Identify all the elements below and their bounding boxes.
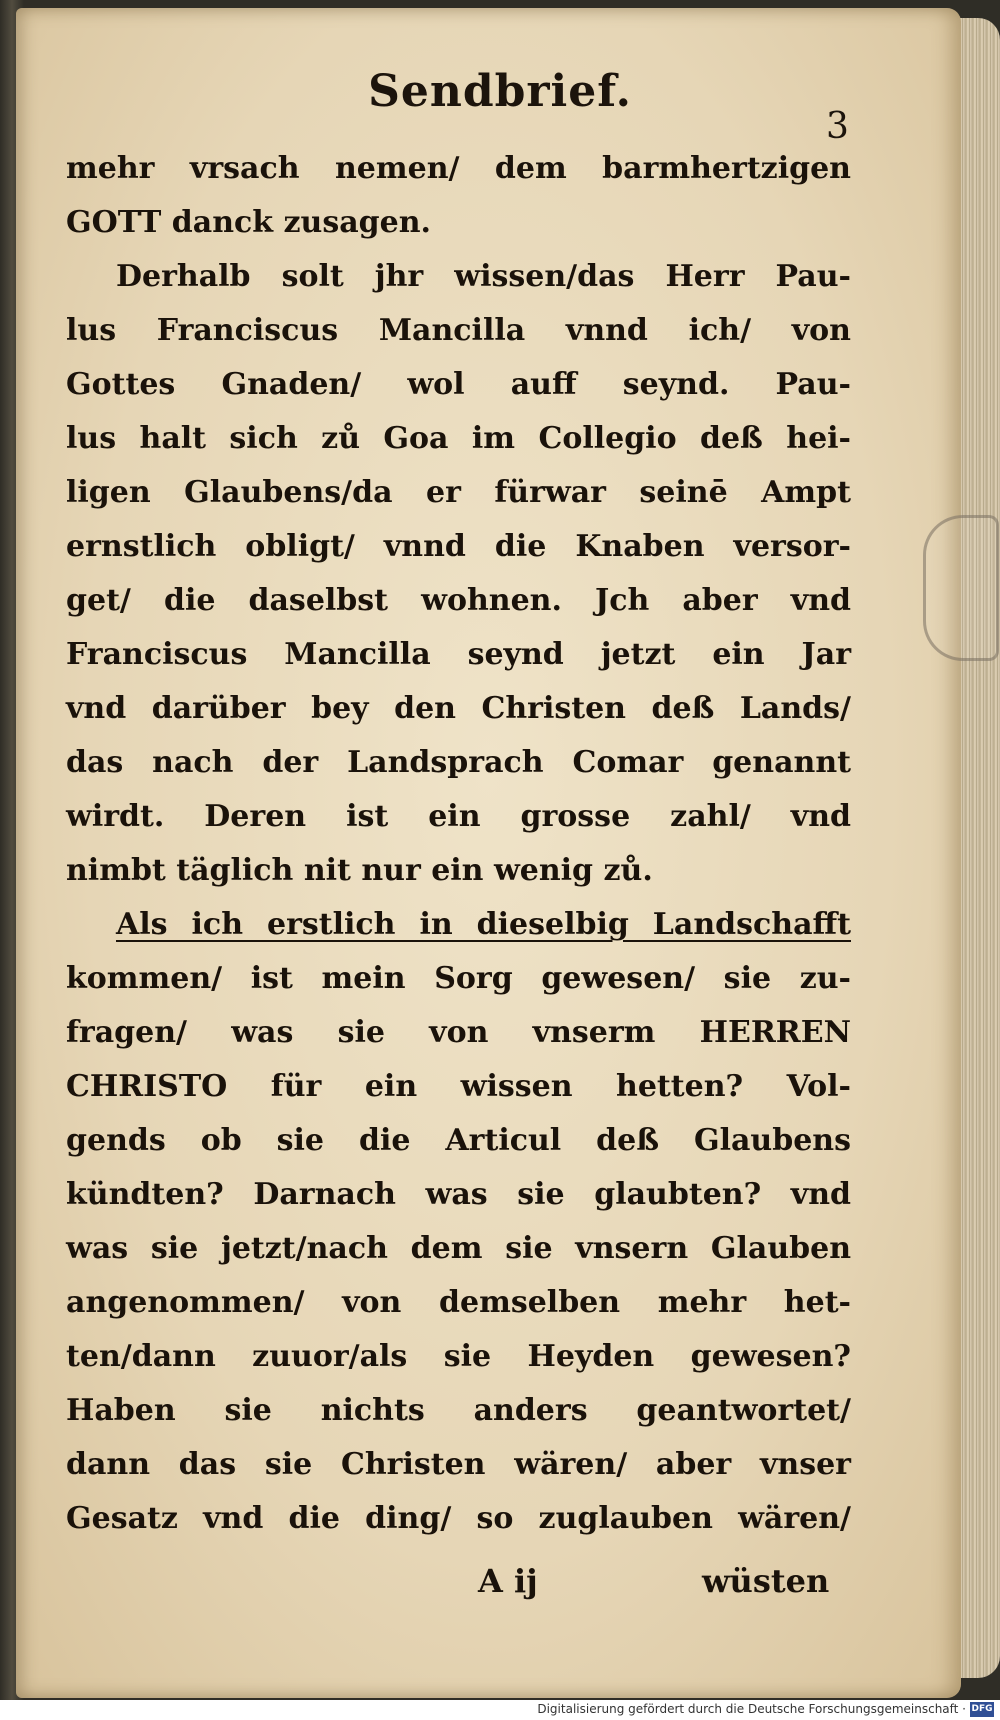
page-clip [923, 515, 999, 661]
text-line: Derhalb solt jhr wissen/das Herr Pau- [116, 259, 851, 294]
dfg-logo: DFG [970, 1702, 994, 1717]
text-line: vnd darüber bey den Christen deß Lands/ [66, 691, 851, 726]
signature-mark: A ij [478, 1562, 538, 1600]
text-line: Gottes Gnaden/ wol auff seynd. Pau- [66, 367, 851, 402]
text-line: angenommen/ von demselben mehr het- [66, 1285, 851, 1320]
text-line: dann das sie Christen wären/ aber vnser [66, 1447, 851, 1482]
catchword: wüsten [702, 1562, 830, 1600]
text-line: get/ die daselbst wohnen. Jch aber vnd [66, 583, 851, 618]
text-line: Haben sie nichts anders geantwortet/ [66, 1393, 851, 1428]
text-line: ernstlich obligt/ vnnd die Knaben versor- [66, 529, 851, 564]
text-line: das nach der Landsprach Comar genannt [66, 745, 851, 780]
body-text [66, 142, 851, 1546]
text-line: Als ich erstlich in dieselbig Landschafft [116, 907, 851, 942]
text-line: Gesatz vnd die ding/ so zuglauben wären/ [66, 1501, 851, 1536]
text-line: lus halt sich zů Goa im Collegio deß hei- [66, 421, 851, 456]
text-line: ten/dann zuuor/als sie Heyden gewesen? [66, 1339, 851, 1374]
credit-text: Digitalisierung gefördert durch die Deutsche Forschungsgemeinschaft · [537, 1702, 966, 1716]
text-line: kündten? Darnach was sie glaubten? vnd [66, 1177, 851, 1212]
text-line: lus Franciscus Mancilla vnnd ich/ von [66, 313, 851, 348]
text-line: kommen/ ist mein Sorg gewesen/ sie zu- [66, 961, 851, 996]
running-header: Sendbrief. [368, 66, 632, 117]
text-line: was sie jetzt/nach dem sie vnsern Glauben [66, 1231, 851, 1266]
text-line: Franciscus Mancilla seynd jetzt ein Jar [66, 637, 851, 672]
text-line: CHRISTO für ein wissen hetten? Vol- [66, 1069, 851, 1104]
text-line: mehr vrsach nemen/ dem barmhertzigen [66, 151, 851, 186]
text-line: nimbt täglich nit nur ein wenig zů. [66, 853, 653, 888]
text-line: wirdt. Deren ist ein grosse zahl/ vnd [66, 799, 851, 834]
page-number: 3 [826, 106, 849, 147]
text-line: ligen Glaubens/da er fürwar seinē Ampt [66, 475, 851, 510]
text-line: fragen/ was sie von vnserm HERREN [66, 1015, 851, 1050]
text-line: GOTT danck zusagen. [66, 205, 431, 240]
text-line: gends ob sie die Articul deß Glaubens [66, 1123, 851, 1158]
